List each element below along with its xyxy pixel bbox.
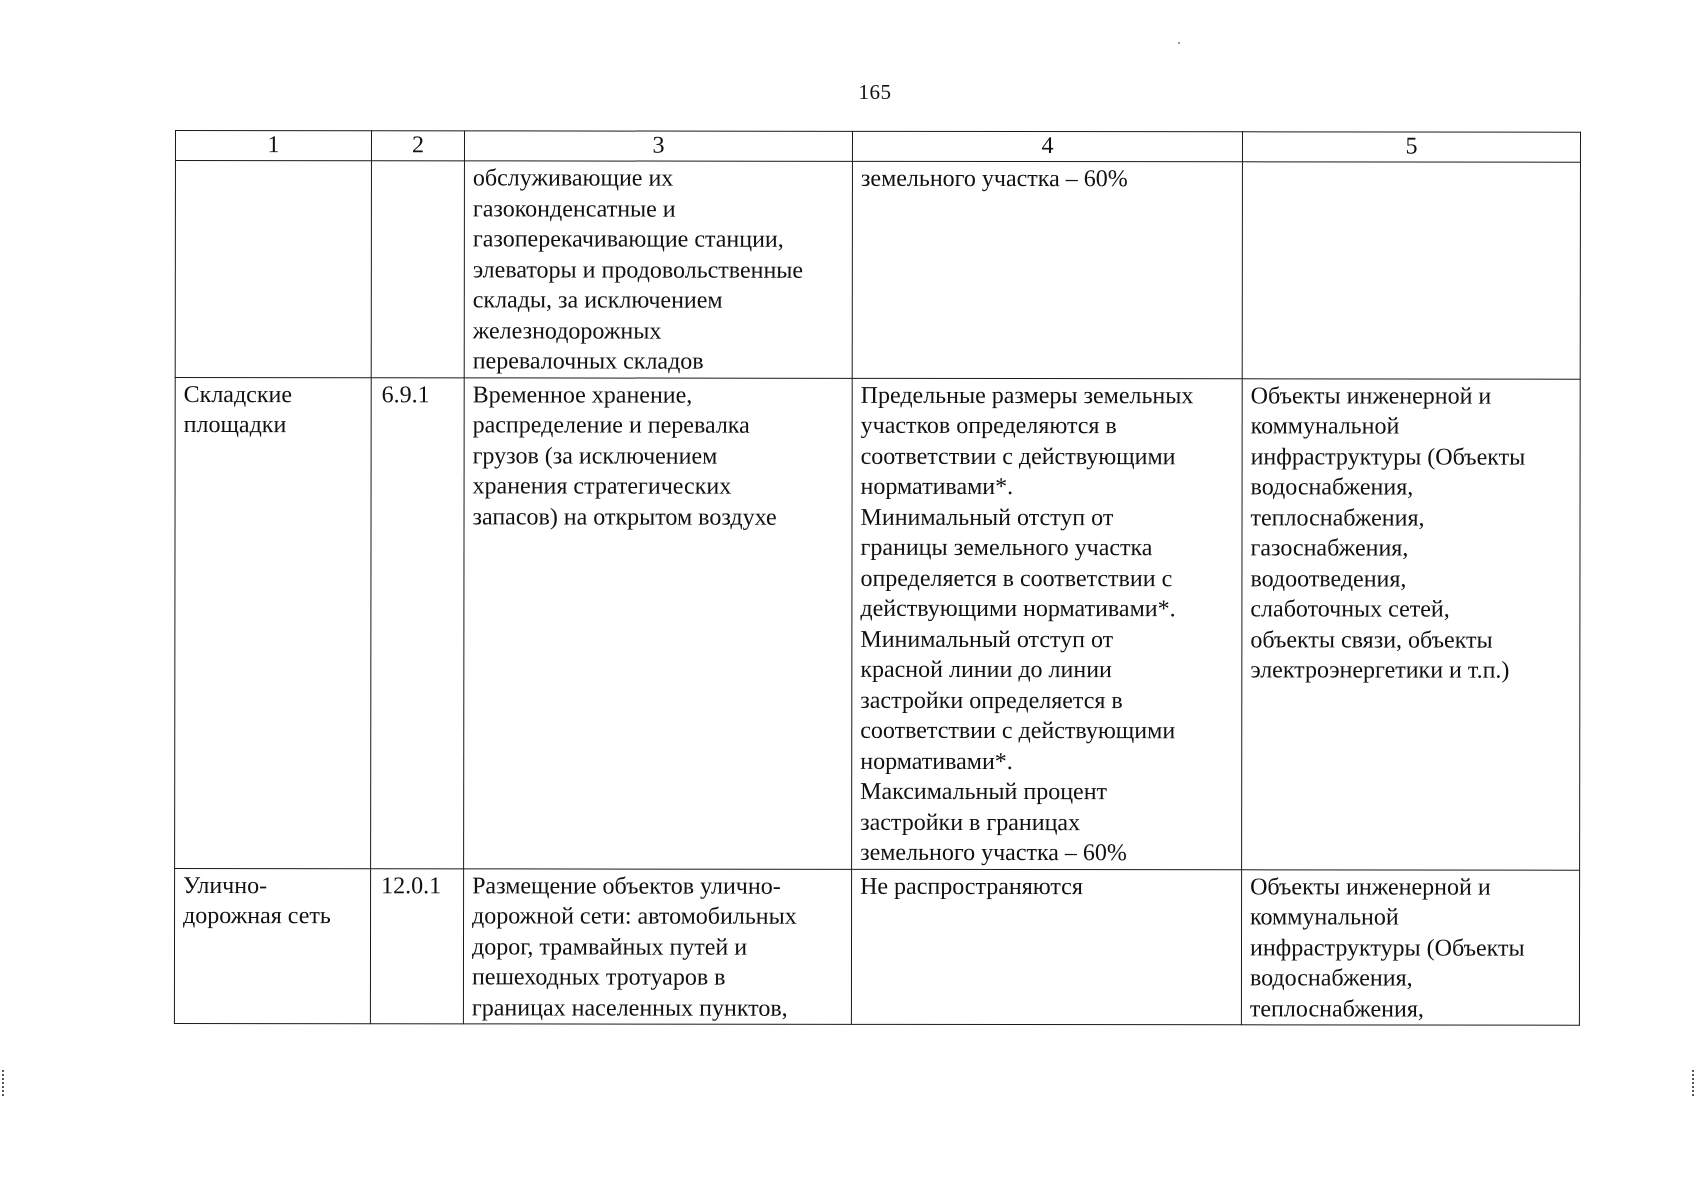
description-line: перевалочных складов (472, 348, 704, 375)
parameters-line: Максимальный процент (860, 778, 1108, 806)
auxiliary-line: коммунальной (1250, 413, 1400, 440)
column-header-5: 5 (1242, 132, 1580, 162)
cell-use-code: 12.0.1 (370, 868, 463, 1024)
use-name-line: Складские (183, 381, 293, 408)
parameters-line: земельного участка – 60% (860, 839, 1127, 867)
table-header-row (175, 131, 1580, 163)
column-header-1: 1 (175, 131, 371, 161)
auxiliary-line: газоснабжения, (1250, 535, 1409, 562)
cell-use-description (463, 868, 851, 1024)
auxiliary-line: инфраструктуры (Объекты (1250, 443, 1526, 471)
auxiliary-line: теплоснабжения, (1250, 504, 1425, 532)
cell-parameters (852, 378, 1243, 869)
column-header-2: 2 (371, 131, 464, 161)
use-name-line: площадки (183, 412, 287, 439)
auxiliary-line: водоотведения, (1250, 565, 1407, 593)
cell-auxiliary-uses (1242, 162, 1580, 379)
description-line: Временное хранение, (472, 381, 693, 409)
parameters-line: Предельные размеры земельных (860, 382, 1194, 409)
scan-edge-mark-right (1692, 1070, 1696, 1096)
zoning-table (174, 130, 1581, 1026)
description-line: дорожной сети: автомобильных (472, 903, 797, 930)
cell-use-description (464, 161, 852, 378)
table-row-storage-sites (175, 377, 1581, 870)
use-name-line: дорожная сеть (183, 903, 331, 930)
auxiliary-line: теплоснабжения, (1249, 995, 1424, 1023)
column-header-4: 4 (852, 131, 1242, 161)
page-number: 165 (858, 80, 892, 104)
description-line: газоконденсатные и (472, 195, 676, 223)
auxiliary-line: Объекты инженерной и (1250, 382, 1492, 410)
auxiliary-line: объекты связи, объекты (1250, 626, 1493, 654)
parameters-line: соответствии с действующими (860, 717, 1176, 745)
description-line: дорог, трамвайных путей и (471, 933, 748, 961)
cell-parameters (852, 161, 1242, 378)
use-name-line: Улично- (183, 872, 268, 899)
cell-parameters (851, 869, 1241, 1025)
cell-use-name (174, 868, 370, 1024)
scan-edge-mark-left (2, 1070, 6, 1096)
parameters-line: действующими нормативами*. (860, 595, 1176, 623)
parameters-line: соответствии с действующими (860, 443, 1176, 470)
column-header-3: 3 (464, 131, 852, 161)
cell-use-code: 6.9.1 (371, 377, 465, 868)
description-line: грузов (за исключением (472, 442, 718, 470)
parameters-line: застройки в границах (860, 809, 1081, 836)
auxiliary-line: Объекты инженерной и (1250, 873, 1491, 901)
parameters-line: определяется в соответствии с (860, 565, 1173, 592)
auxiliary-line: инфраструктуры (Объекты (1249, 934, 1525, 962)
description-line: обслуживающие их (472, 165, 674, 192)
parameters-line: нормативами*. (860, 748, 1013, 775)
parameters-line: земельного участка – 60% (860, 165, 1128, 193)
cell-auxiliary-uses (1242, 378, 1581, 869)
parameters-line: Минимальный отступ от (860, 626, 1114, 653)
parameters-line: застройки определяется в (860, 687, 1123, 714)
scan-speck (1178, 42, 1180, 44)
auxiliary-line: водоснабжения, (1249, 965, 1413, 992)
auxiliary-line: электроэнергетики и т.п.) (1250, 657, 1510, 684)
parameters-line: Не распространяются (860, 873, 1083, 900)
description-line: распределение и перевалка (472, 412, 750, 439)
cell-use-code (371, 161, 464, 378)
description-line: железнодорожных (472, 317, 662, 345)
auxiliary-line: водоснабжения, (1250, 474, 1414, 501)
parameters-line: красной линии до линии (860, 656, 1112, 684)
cell-use-description (464, 377, 853, 868)
table-row-street-network (174, 868, 1579, 1025)
table-row-continuation (175, 161, 1580, 379)
parameters-line: нормативами*. (860, 473, 1014, 501)
description-line: границах населенных пунктов, (471, 994, 788, 1022)
description-line: запасов) на открытом воздухе (472, 503, 777, 531)
description-line: Размещение объектов улично- (472, 872, 781, 900)
description-line: пешеходных тротуаров в (471, 964, 726, 991)
cell-auxiliary-uses (1241, 869, 1579, 1025)
cell-use-name (175, 161, 371, 378)
parameters-line: Минимальный отступ от (860, 504, 1114, 531)
description-line: хранения стратегических (472, 473, 732, 500)
description-line: элеваторы и продовольственные (472, 256, 804, 284)
description-line: склады, за исключением (472, 287, 723, 314)
description-line: газоперекачивающие станции, (472, 226, 784, 253)
parameters-line: границы земельного участка (860, 534, 1153, 562)
cell-use-name (175, 377, 372, 868)
auxiliary-line: слаботочных сетей, (1250, 596, 1450, 623)
auxiliary-line: коммунальной (1250, 904, 1399, 931)
parameters-line: участков определяются в (860, 412, 1117, 440)
